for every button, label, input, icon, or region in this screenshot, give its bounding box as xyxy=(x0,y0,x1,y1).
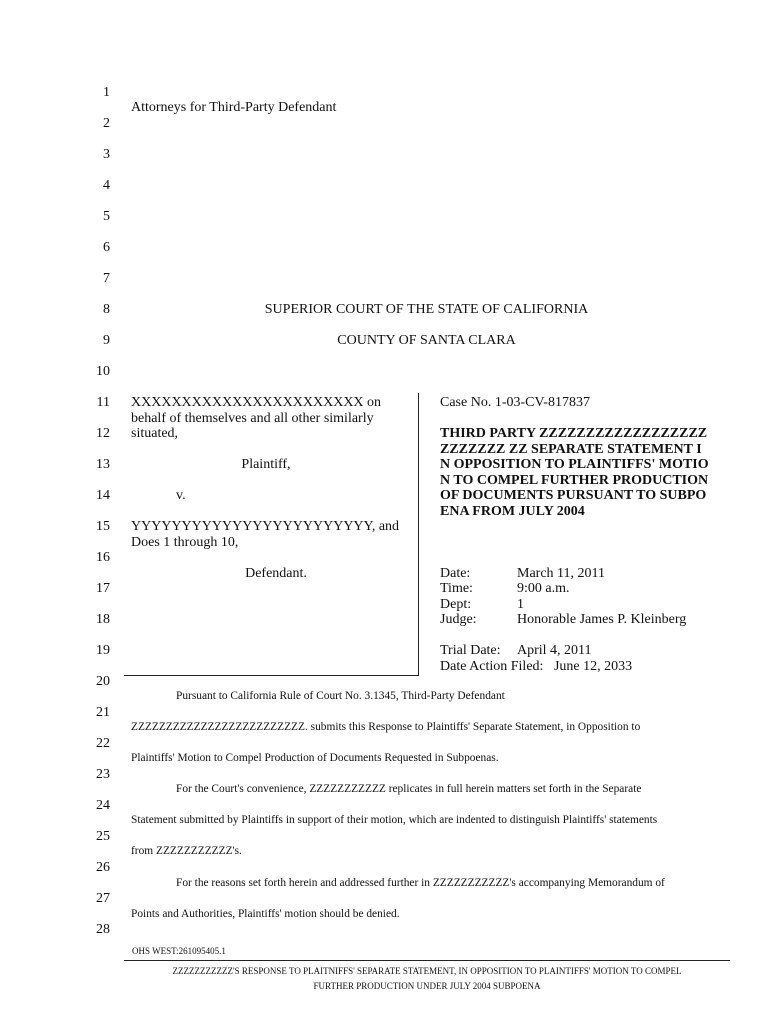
hearing-date-value: March 11, 2011 xyxy=(517,566,605,581)
body-line: from ZZZZZZZZZZZ's. xyxy=(131,845,242,857)
body-line: Plaintiffs' Motion to Compel Production of Documents Requested in Subpoenas. xyxy=(131,752,499,764)
line-number: 6 xyxy=(103,240,110,255)
caption-defendant-label: Defendant. xyxy=(245,566,307,581)
line-number: 1 xyxy=(103,85,110,100)
line-number: 2 xyxy=(103,116,110,131)
footer-rule xyxy=(124,960,730,961)
line-number: 13 xyxy=(96,457,110,472)
line-number: 7 xyxy=(103,271,110,286)
line-number: 14 xyxy=(96,488,110,503)
caption-versus: v. xyxy=(176,488,186,503)
line-number: 23 xyxy=(96,767,110,782)
body-line: ZZZZZZZZZZZZZZZZZZZZZZZZZ. submits this Response to Plaintiffs' Separate Statement, in Opposition to xyxy=(131,721,641,733)
court-county: COUNTY OF SANTA CLARA xyxy=(337,333,516,348)
trial-date-label: Trial Date: xyxy=(440,643,501,658)
hearing-date xyxy=(440,566,605,582)
line-number: 18 xyxy=(96,612,110,627)
line-number: 5 xyxy=(103,209,110,224)
document-title: THIRD PARTY ZZZZZZZZZZZZZZZZZZZZZZZZZ ZZ SEPARATE STATEMENT IN OPPOSITION TO PLAINTIFFS' MOTION TO COMPEL FURTHER PRODUCTION OF DOCUMENTS PURSUANT TO SUBPOENA FROM JULY 2004 xyxy=(440,426,709,519)
line-number: 28 xyxy=(96,922,110,937)
line-number: 15 xyxy=(96,519,110,534)
line-number: 21 xyxy=(96,705,110,720)
line-number: 19 xyxy=(96,643,110,658)
date-action-filed-label: Date Action Filed: xyxy=(440,659,544,674)
line-number: 12 xyxy=(96,426,110,441)
hearing-time-value: 9:00 a.m. xyxy=(517,581,570,596)
body-line: Pursuant to California Rule of Court No. 3.1345, Third-Party Defendant xyxy=(176,690,505,702)
line-number: 3 xyxy=(103,147,110,162)
body-line: Points and Authorities, Plaintiffs' motion should be denied. xyxy=(131,908,400,920)
line-number: 20 xyxy=(96,674,110,689)
hearing-time xyxy=(440,581,570,597)
line-number: 17 xyxy=(96,581,110,596)
footer-title-line: FURTHER PRODUCTION UNDER JULY 2004 SUBPOENA xyxy=(313,981,541,991)
caption-plaintiff-label: Plaintiff, xyxy=(241,457,291,472)
line-number: 11 xyxy=(96,395,110,410)
footer-title xyxy=(124,964,730,994)
line-number: 22 xyxy=(96,736,110,751)
line-number: 8 xyxy=(103,302,110,317)
hearing-dept-value: 1 xyxy=(517,597,524,612)
footer-title-line: ZZZZZZZZZZZ'S RESPONSE TO PLAITNIFFS' SEPARATE STATEMENT, IN OPPOSITION TO PLAINTIFFS' MOTION TO COMPEL xyxy=(172,966,682,976)
line-number: 10 xyxy=(96,364,110,379)
hearing-judge xyxy=(440,612,686,628)
trial-date xyxy=(440,643,592,659)
body-line: For the reasons set forth herein and addressed further in ZZZZZZZZZZZ's accompanying Memorandum of xyxy=(176,877,665,889)
hearing-dept xyxy=(440,597,524,613)
attorneys-line: Attorneys for Third-Party Defendant xyxy=(131,100,337,115)
hearing-judge-value: Honorable James P. Kleinberg xyxy=(517,612,687,627)
hearing-dept-label: Dept: xyxy=(440,597,472,612)
footer-document-id: OHS WEST:261095405.1 xyxy=(132,946,226,956)
date-action-filed-value: June 12, 2033 xyxy=(553,659,633,674)
line-number: 26 xyxy=(96,860,110,875)
line-number: 25 xyxy=(96,829,110,844)
court-name: SUPERIOR COURT OF THE STATE OF CALIFORNIA xyxy=(264,302,589,317)
case-number: Case No. 1-03-CV-817837 xyxy=(440,395,590,410)
line-number: 16 xyxy=(96,550,110,565)
line-number: 27 xyxy=(96,891,110,906)
body-line: For the Court's convenience, ZZZZZZZZZZZ replicates in full herein matters set forth in the Separate xyxy=(176,783,642,795)
date-action-filed xyxy=(440,659,632,675)
body-line: Statement submitted by Plaintiffs in support of their motion, which are indented to distinguish Plaintiffs' statements xyxy=(131,814,658,826)
line-number: 9 xyxy=(103,333,110,348)
caption-bottom-rule xyxy=(124,675,419,676)
hearing-date-label: Date: xyxy=(440,566,471,581)
caption-divider xyxy=(418,393,419,676)
caption-defendant-text: YYYYYYYYYYYYYYYYYYYYYYYY, and Does 1 through 10, xyxy=(131,519,400,550)
line-number: 4 xyxy=(103,178,110,193)
line-number: 24 xyxy=(96,798,110,813)
hearing-judge-label: Judge: xyxy=(440,612,477,627)
hearing-time-label: Time: xyxy=(440,581,473,596)
caption-plaintiff-text: XXXXXXXXXXXXXXXXXXXXXXX on behalf of themselves and all other similarly situated, xyxy=(131,395,382,441)
trial-date-value: April 4, 2011 xyxy=(517,643,592,658)
